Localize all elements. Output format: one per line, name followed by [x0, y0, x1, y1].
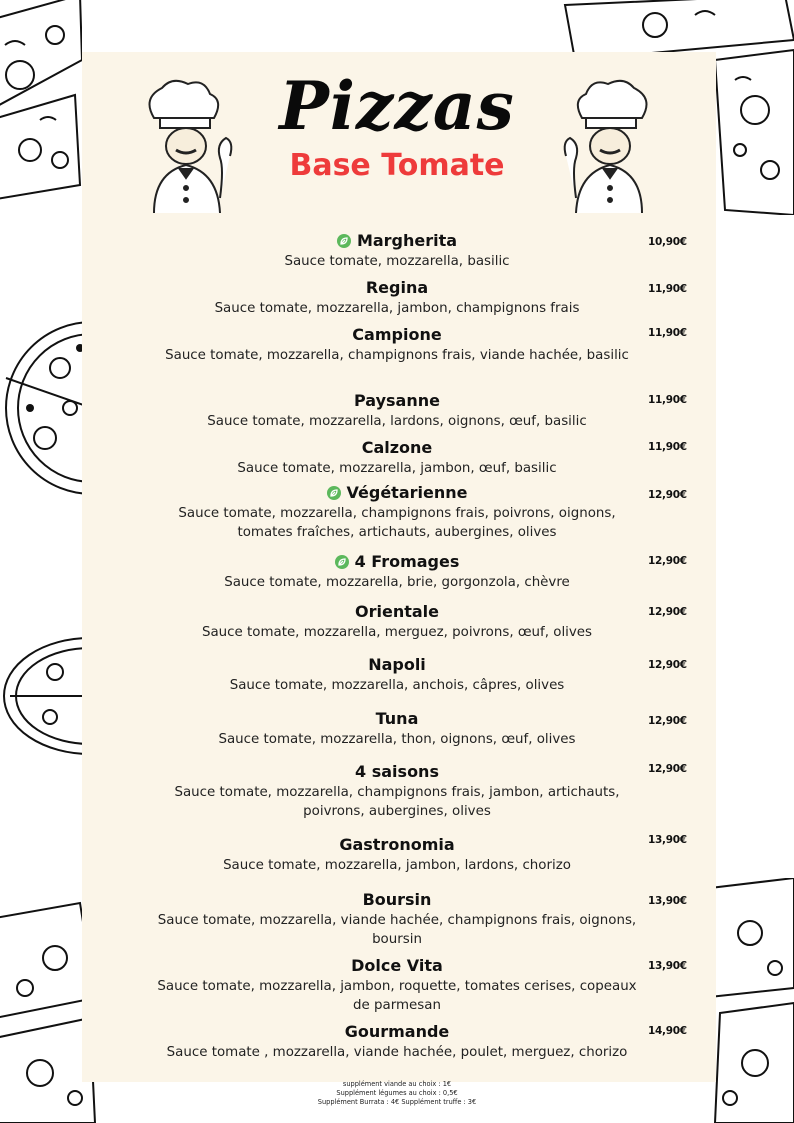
pizza-name: Tuna [375, 709, 419, 728]
pizza-name: Gourmande [344, 1022, 450, 1041]
menu-item [150, 1022, 644, 1062]
pizza-ingredients: Sauce tomate, mozzarella, jambon, roquette, tomates cerises, copeaux de parmesan [157, 979, 637, 1013]
pizza-name-row [150, 325, 644, 345]
menu-item [150, 602, 644, 642]
pizza-name: Napoli [368, 655, 426, 674]
menu-item [150, 483, 644, 542]
pizza-ingredients: Sauce tomate, mozzarella, jambon, lardons, chorizo [223, 858, 571, 873]
vegetarian-leaf-icon [337, 234, 351, 248]
pizza-name: 4 saisons [355, 762, 439, 781]
pizza-ingredients: Sauce tomate , mozzarella, viande hachée, poulet, merguez, chorizo [166, 1045, 628, 1060]
pizza-price: 11,90€ [648, 441, 687, 453]
pizza-name: Paysanne [354, 391, 440, 410]
supplement-meat: supplément viande au choix : 1€ [342, 1080, 452, 1088]
pizza-name-row [150, 438, 644, 458]
vegetarian-leaf-icon [335, 555, 349, 569]
pizza-ingredients: Sauce tomate, mozzarella, brie, gorgonzola, chèvre [224, 575, 570, 590]
pizza-price: 11,90€ [648, 327, 687, 339]
pizza-ingredients: Sauce tomate, mozzarella, lardons, oignons, œuf, basilic [207, 414, 587, 429]
pizza-name: Campione [352, 325, 442, 344]
pizza-price: 12,90€ [648, 763, 687, 775]
pizza-ingredients: Sauce tomate, mozzarella, thon, oignons, œuf, olives [218, 732, 576, 747]
pizza-ingredients: Sauce tomate, mozzarella, basilic [284, 254, 510, 269]
pizza-name-row [150, 835, 644, 855]
pizza-ingredients: Sauce tomate, mozzarella, jambon, champignons frais [214, 301, 580, 316]
menu-subtitle: Base Tomate [289, 148, 505, 183]
pizza-name-row [150, 602, 644, 622]
pizza-price: 11,90€ [648, 394, 687, 406]
pizza-ingredients: Sauce tomate, mozzarella, champignons frais, jambon, artichauts, poivrons, aubergines, olives [174, 785, 620, 819]
pizza-price: 13,90€ [648, 895, 687, 907]
menu-item [150, 956, 644, 1015]
pizza-price: 13,90€ [648, 960, 687, 972]
pizza-name: Dolce Vita [351, 956, 443, 975]
menu-item [150, 762, 644, 821]
menu-item [150, 325, 644, 365]
pizza-name-row [150, 483, 644, 503]
pizza-name-row [150, 1022, 644, 1042]
menu-item [150, 655, 644, 695]
menu-item [150, 835, 644, 875]
menu-item [150, 391, 644, 431]
pizza-name: Boursin [362, 890, 432, 909]
pizza-name: Regina [365, 278, 429, 297]
pizza-ingredients: Sauce tomate, mozzarella, merguez, poivrons, œuf, olives [201, 625, 593, 640]
pizza-name: Calzone [361, 438, 433, 457]
pizza-name-row [150, 956, 644, 976]
pizza-price: 12,90€ [648, 555, 687, 567]
menu-item [150, 709, 644, 749]
menu-item [150, 278, 644, 318]
pizza-price: 13,90€ [648, 834, 687, 846]
pizza-name: Orientale [355, 602, 439, 621]
pizza-price: 11,90€ [648, 283, 687, 295]
pizza-name-row [150, 278, 644, 298]
menu-item [150, 438, 644, 478]
pizza-price: 12,90€ [648, 489, 687, 501]
pizza-name-row [150, 890, 644, 910]
pizza-price: 10,90€ [648, 236, 687, 248]
pizza-name: 4 Fromages [354, 552, 460, 571]
vegetarian-leaf-icon [327, 486, 341, 500]
pizza-price: 14,90€ [648, 1025, 687, 1037]
pizza-name: Margherita [356, 231, 458, 250]
pizza-name-row [150, 552, 644, 572]
pizza-name: Végétarienne [346, 483, 468, 502]
pizza-name-row [150, 231, 644, 251]
menu-item [150, 552, 644, 592]
pizza-name-row [150, 709, 644, 729]
supplement-burrata-truffle: Supplément Burrata : 4€ Supplément truffe : 3€ [317, 1098, 477, 1106]
pizza-ingredients: Sauce tomate, mozzarella, champignons frais, poivrons, oignons, tomates fraîches, artichauts, aubergines, olives [178, 506, 616, 540]
pizza-name: Gastronomia [339, 835, 455, 854]
pizza-ingredients: Sauce tomate, mozzarella, anchois, câpres, olives [229, 678, 565, 693]
supplement-vegetables: Supplément légumes au choix : 0,5€ [336, 1089, 458, 1097]
pizza-ingredients: Sauce tomate, mozzarella, jambon, œuf, basilic [237, 461, 557, 476]
pizza-name-row [150, 391, 644, 411]
menu-title: Pizzas [279, 67, 515, 145]
pizza-ingredients: Sauce tomate, mozzarella, champignons frais, viande hachée, basilic [165, 348, 629, 363]
pizza-price: 12,90€ [648, 659, 687, 671]
pizza-ingredients: Sauce tomate, mozzarella, viande hachée, champignons frais, oignons, boursin [157, 913, 637, 947]
pizza-price: 12,90€ [648, 606, 687, 618]
menu-item [150, 890, 644, 949]
pizza-name-row [150, 762, 644, 782]
pizza-name-row [150, 655, 644, 675]
pizza-price: 12,90€ [648, 715, 687, 727]
menu-item [150, 231, 644, 271]
